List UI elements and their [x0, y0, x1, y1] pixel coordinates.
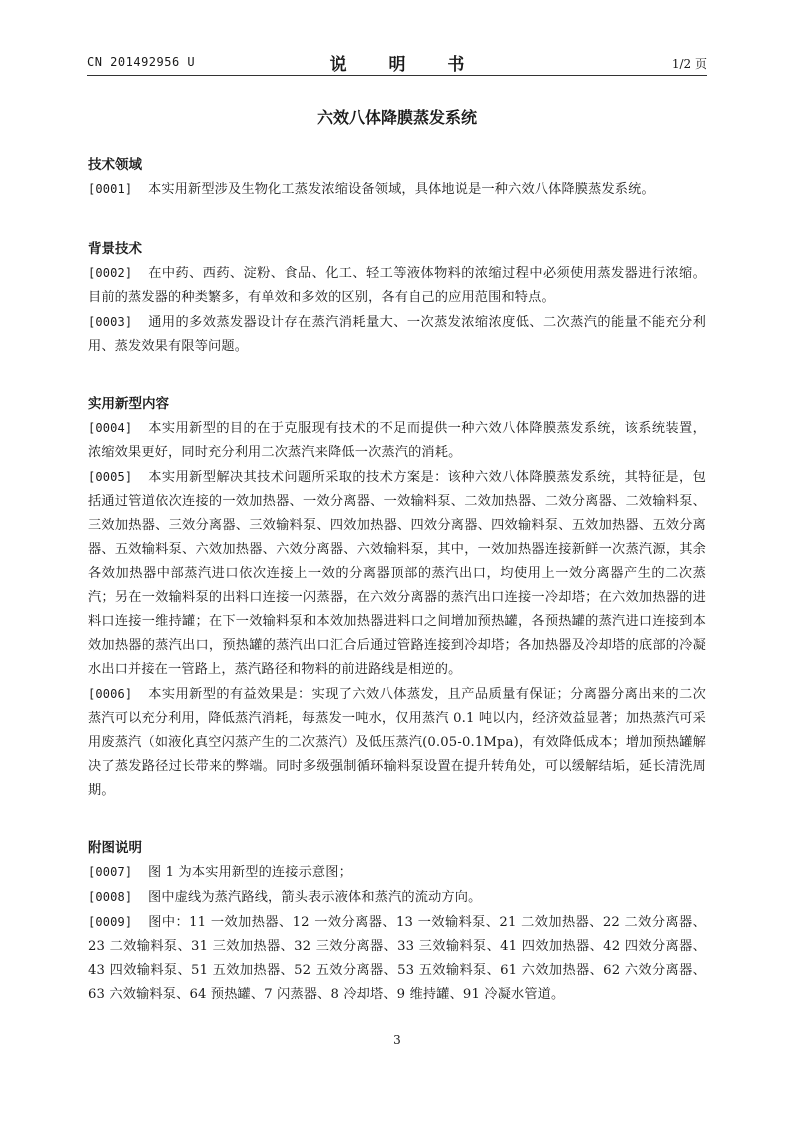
paragraph: [88, 465, 706, 682]
paragraph-number: [0003]: [88, 315, 133, 329]
paragraph-text: 在中药、西药、淀粉、食品、化工、轻工等液体物料的浓缩过程中必须使用蒸发器进行浓缩。目前的蒸发器的种类繁多，有单效和多效的区别，各有自己的应用范围和特点。: [88, 266, 706, 305]
paragraph: [88, 310, 706, 359]
paragraph: [88, 177, 706, 202]
paragraph-text: 本实用新型涉及生物化工蒸发浓缩设备领域，具体地说是一种六效八体降膜蒸发系统。: [148, 182, 655, 197]
section-heading: 附图说明: [88, 840, 142, 856]
paragraph: [88, 860, 706, 885]
page-header: [87, 52, 707, 74]
document-type: 说 明 书: [329, 55, 483, 75]
paragraph-number: [0008]: [88, 890, 133, 904]
paragraph: [88, 910, 706, 1007]
paragraph-number: [0005]: [88, 470, 133, 484]
paragraph-number: [0001]: [88, 182, 133, 196]
section-drawings-description: [88, 836, 706, 1007]
header-rule: [87, 75, 707, 76]
paragraph-text: 图中虚线为蒸汽路线，箭头表示液体和蒸汽的流动方向。: [148, 890, 482, 905]
paragraph-number: [0009]: [88, 915, 133, 929]
section-background: [88, 237, 706, 359]
paragraph: [88, 416, 706, 465]
section-heading: 背景技术: [88, 241, 142, 257]
publication-number: CN 201492956 U: [87, 55, 196, 69]
paragraph: [88, 885, 706, 910]
section-utility-model-content: [88, 392, 706, 803]
page-number: 3: [393, 1033, 401, 1047]
section-heading: 实用新型内容: [88, 396, 169, 412]
paragraph-number: [0002]: [88, 266, 133, 280]
paragraph-text: 本实用新型解决其技术问题所采取的技术方案是：该种六效八体降膜蒸发系统，其特征是，包括通过管道依次连接的一效加热器、一效分离器、一效输料泵、二效加热器、二效分离器、二效输料泵、三效加热器、三效分离器、三效输料泵、四效加热器、四效分离器、四效输料泵、五效加热器、五效分离器、五效输料泵、六效加热器、六效分离器、六效输料泵，其中，一效加热器连接新鲜一次蒸汽源，其余各效加热器中部蒸汽进口依次连接上一效的分离器顶部的蒸汽出口，均使用上一效分离器产生的二次蒸汽；另在一效输料泵的出料口连接一闪蒸器，在六效分离器的蒸汽出口连接一冷却塔；在六效加热器的进料口连接一维持罐；在下一效输料泵和本效加热器进料口之间增加预热罐，各预热罐的蒸汽进口连接到本效加热器的蒸汽出口，预热罐的蒸汽出口汇合后通过管路连接到冷却塔；各加热器及冷却塔的底部的冷凝水出口并接在一管路上，蒸汽路径和物料的前进路线是相逆的。: [88, 470, 706, 677]
document-body: [88, 153, 706, 1007]
page-of-indicator: 1/2 页: [671, 57, 707, 71]
paragraph: [88, 682, 706, 803]
paragraph-number: [0007]: [88, 865, 133, 879]
paragraph-text: 本实用新型的目的在于克服现有技术的不足而提供一种六效八体降膜蒸发系统，该系统装置，浓缩效果更好，同时充分利用二次蒸汽来降低一次蒸汽的消耗。: [88, 421, 706, 460]
document-title: 六效八体降膜蒸发系统: [316, 108, 477, 127]
paragraph-text: 图 1 为本实用新型的连接示意图；: [148, 865, 352, 880]
section-heading: 技术领域: [88, 157, 142, 173]
paragraph-text: 本实用新型的有益效果是：实现了六效八体蒸发，且产品质量有保证；分离器分离出来的二次蒸汽可以充分利用，降低蒸汽消耗，每蒸发一吨水，仅用蒸汽 0.1 吨以内，经济效益显著；加热蒸汽可采用废蒸汽（如液化真空闪蒸产生的二次蒸汽）及低压蒸汽(0.05-0.1Mpa)，有效降低成本；增加预热罐解决了蒸发路径过长带来的弊端。同时多级强制循环输料泵设置在提升转角处，可以缓解结垢，延长清洗周期。: [88, 687, 706, 798]
paragraph-number: [0004]: [88, 421, 133, 435]
paragraph: [88, 261, 706, 310]
paragraph-text: 图中：11 一效加热器、12 一效分离器、13 一效输料泵、21 二效加热器、22 二效分离器、23 二效输料泵、31 三效加热器、32 三效分离器、33 三效输料泵、41 四效加热器、42 四效分离器、43 四效输料泵、51 五效加热器、52 五效分离器、53 五效输料泵、61 六效加热器、62 六效分离器、63 六效输料泵、64 预热罐、7 闪蒸器、8 冷却塔、9 维持罐、91 冷凝水管道。: [88, 915, 706, 1002]
paragraph-text: 通用的多效蒸发器设计存在蒸汽消耗量大、一次蒸发浓缩浓度低、二次蒸汽的能量不能充分利用、蒸发效果有限等问题。: [88, 315, 706, 354]
paragraph-number: [0006]: [88, 687, 133, 701]
section-technical-field: [88, 153, 706, 202]
